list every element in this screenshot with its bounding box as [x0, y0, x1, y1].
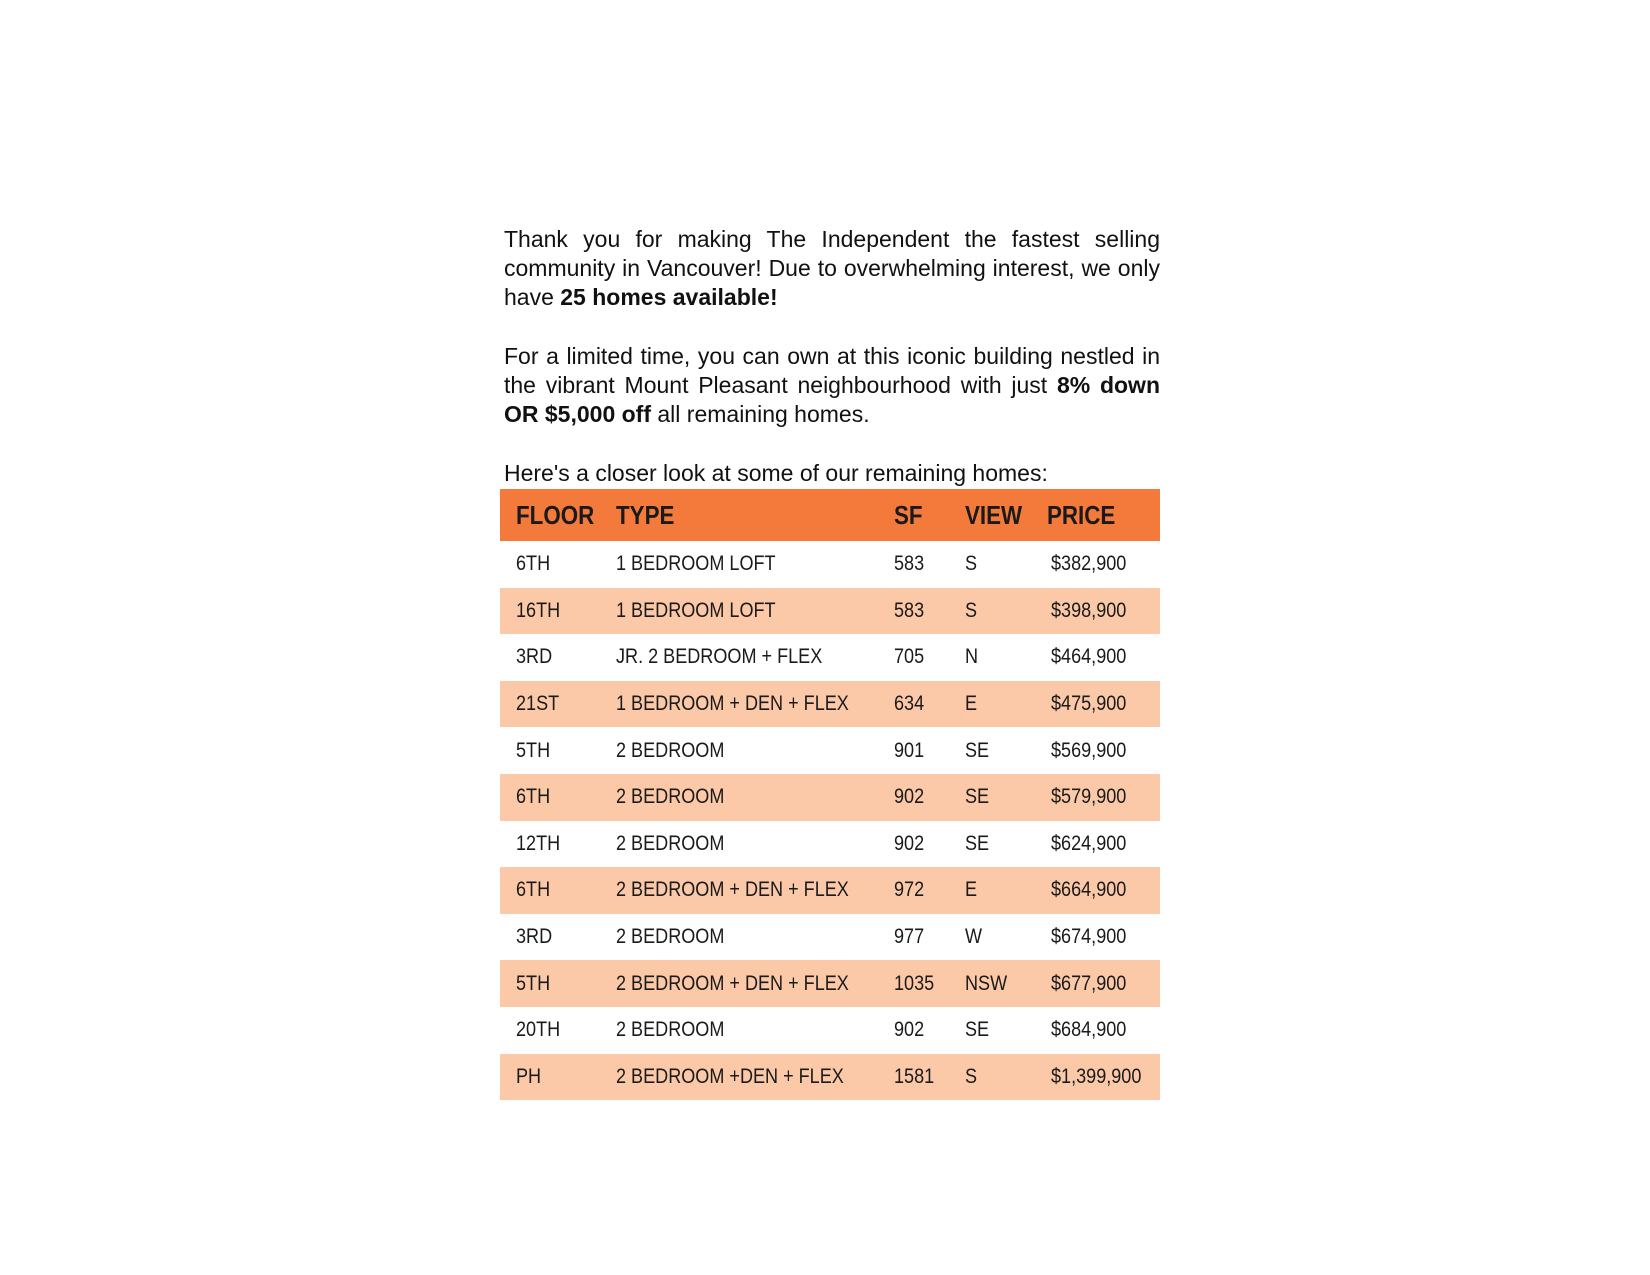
cell-sf — [878, 541, 949, 588]
cell-floor-value: 6TH — [516, 552, 551, 576]
homes-table — [500, 489, 1160, 1100]
cell-price-value: $684,900 — [1051, 1018, 1127, 1042]
cell-price — [1037, 1054, 1160, 1101]
cell-type-value: 2 BEDROOM — [616, 785, 725, 809]
intro-paragraph-2-start: For a limited time, you can own at this iconic building nestled in the vibrant Mount Pleasant neighbourhood with just — [504, 343, 1160, 398]
cell-floor-value: 5TH — [516, 738, 551, 762]
cell-price-value: $475,900 — [1051, 692, 1127, 716]
cell-price-value: $464,900 — [1051, 645, 1127, 669]
cell-sf-value: 901 — [894, 738, 925, 762]
offer-highlight: 8% down OR $5,000 off — [504, 372, 1160, 427]
cell-view-value: SE — [965, 785, 990, 809]
cell-view — [949, 1007, 1037, 1054]
cell-type — [602, 867, 878, 914]
table-row — [500, 1054, 1160, 1101]
cell-type — [602, 541, 878, 588]
column-header-floor-label: FLOOR — [516, 499, 595, 530]
cell-type — [602, 1054, 878, 1101]
cell-floor — [500, 1007, 602, 1054]
cell-floor — [500, 914, 602, 961]
cell-type-value: 2 BEDROOM — [616, 1018, 725, 1042]
cell-price-value: $382,900 — [1051, 552, 1127, 576]
cell-price-value: $674,900 — [1051, 925, 1127, 949]
cell-view — [949, 634, 1037, 681]
cell-sf-value: 902 — [894, 785, 925, 809]
homes-available-highlight: 25 homes available! — [560, 284, 778, 310]
cell-floor — [500, 960, 602, 1007]
cell-type — [602, 588, 878, 635]
cell-price — [1037, 867, 1160, 914]
table-row — [500, 727, 1160, 774]
cell-floor-value: 6TH — [516, 878, 551, 902]
cell-price — [1037, 727, 1160, 774]
cell-price — [1037, 681, 1160, 728]
cell-sf — [878, 588, 949, 635]
cell-sf — [878, 681, 949, 728]
cell-view-value: SE — [965, 831, 990, 855]
cell-view — [949, 821, 1037, 868]
cell-type-value: 1 BEDROOM LOFT — [616, 598, 776, 622]
table-body — [500, 541, 1160, 1100]
cell-view — [949, 588, 1037, 635]
cell-floor — [500, 1054, 602, 1101]
cell-floor-value: 16TH — [516, 598, 561, 622]
cell-type — [602, 774, 878, 821]
column-header-price — [1037, 489, 1160, 541]
cell-sf-value: 977 — [894, 925, 925, 949]
cell-view-value: NSW — [965, 971, 1008, 995]
cell-sf-value: 1581 — [894, 1064, 935, 1088]
cell-floor-value: 6TH — [516, 785, 551, 809]
table-row — [500, 681, 1160, 728]
cell-view — [949, 774, 1037, 821]
cell-view — [949, 1054, 1037, 1101]
intro-text — [504, 225, 1160, 488]
cell-sf — [878, 634, 949, 681]
table-row — [500, 588, 1160, 635]
cell-floor-value: 20TH — [516, 1018, 561, 1042]
cell-view — [949, 960, 1037, 1007]
cell-type — [602, 960, 878, 1007]
cell-price-value: $677,900 — [1051, 971, 1127, 995]
cell-type-value: JR. 2 BEDROOM + FLEX — [616, 645, 823, 669]
intro-paragraph-2-end: all remaining homes. — [651, 401, 870, 427]
column-header-type — [602, 489, 878, 541]
cell-view-value: SE — [965, 738, 990, 762]
cell-price — [1037, 634, 1160, 681]
intro-paragraph-1-text: Thank you for making The Independent the fastest selling community in Vancouver! Due to overwhelming interest, we only have — [504, 226, 1160, 310]
cell-type — [602, 914, 878, 961]
cell-floor — [500, 727, 602, 774]
cell-view — [949, 867, 1037, 914]
table-row — [500, 821, 1160, 868]
cell-sf — [878, 1054, 949, 1101]
cell-floor — [500, 681, 602, 728]
cell-price-value: $1,399,900 — [1051, 1064, 1142, 1088]
cell-type — [602, 681, 878, 728]
table-row — [500, 1007, 1160, 1054]
homes-table-container — [500, 489, 1160, 1100]
cell-floor-value: 21ST — [516, 692, 560, 716]
cell-floor — [500, 588, 602, 635]
cell-sf-value: 583 — [894, 598, 925, 622]
cell-price-value: $579,900 — [1051, 785, 1127, 809]
cell-floor-value: 12TH — [516, 831, 561, 855]
cell-price — [1037, 1007, 1160, 1054]
intro-paragraph-3: Here's a closer look at some of our remaining homes: — [504, 460, 1048, 486]
cell-type-value: 2 BEDROOM — [616, 738, 725, 762]
cell-price — [1037, 774, 1160, 821]
cell-view-value: S — [965, 598, 978, 622]
cell-view-value: E — [965, 692, 978, 716]
column-header-view-label: VIEW — [965, 499, 1023, 530]
table-row — [500, 914, 1160, 961]
table-header-row — [500, 489, 1160, 541]
column-header-floor — [500, 489, 602, 541]
cell-type — [602, 727, 878, 774]
cell-floor — [500, 634, 602, 681]
cell-price — [1037, 541, 1160, 588]
cell-floor-value: 3RD — [516, 925, 553, 949]
cell-sf-value: 705 — [894, 645, 925, 669]
table-row — [500, 634, 1160, 681]
cell-sf-value: 902 — [894, 831, 925, 855]
cell-floor-value: 3RD — [516, 645, 553, 669]
cell-type-value: 1 BEDROOM LOFT — [616, 552, 776, 576]
table-row — [500, 960, 1160, 1007]
cell-price — [1037, 821, 1160, 868]
cell-view-value: S — [965, 1064, 978, 1088]
cell-sf-value: 634 — [894, 692, 925, 716]
cell-sf — [878, 821, 949, 868]
cell-price-value: $398,900 — [1051, 598, 1127, 622]
cell-view — [949, 541, 1037, 588]
cell-view-value: SE — [965, 1018, 990, 1042]
cell-type-value: 2 BEDROOM + DEN + FLEX — [616, 971, 849, 995]
column-header-price-label: PRICE — [1047, 499, 1116, 530]
table-row — [500, 867, 1160, 914]
cell-price — [1037, 588, 1160, 635]
cell-sf — [878, 960, 949, 1007]
cell-floor — [500, 867, 602, 914]
cell-view-value: N — [965, 645, 979, 669]
intro-paragraph-1 — [504, 225, 1160, 312]
cell-view — [949, 681, 1037, 728]
cell-sf-value: 902 — [894, 1018, 925, 1042]
cell-floor — [500, 774, 602, 821]
table-row — [500, 774, 1160, 821]
table-row — [500, 541, 1160, 588]
cell-price-value: $569,900 — [1051, 738, 1127, 762]
cell-type — [602, 634, 878, 681]
cell-type-value: 2 BEDROOM — [616, 831, 725, 855]
cell-view-value: E — [965, 878, 978, 902]
cell-sf — [878, 774, 949, 821]
cell-sf-value: 583 — [894, 552, 925, 576]
cell-type — [602, 821, 878, 868]
cell-floor-value: 5TH — [516, 971, 551, 995]
cell-sf-value: 972 — [894, 878, 925, 902]
cell-view-value: S — [965, 552, 978, 576]
cell-sf — [878, 914, 949, 961]
cell-sf — [878, 1007, 949, 1054]
cell-type-value: 1 BEDROOM + DEN + FLEX — [616, 692, 849, 716]
column-header-type-label: TYPE — [616, 499, 675, 530]
column-header-view — [949, 489, 1037, 541]
cell-sf-value: 1035 — [894, 971, 935, 995]
cell-sf — [878, 867, 949, 914]
cell-price-value: $624,900 — [1051, 831, 1127, 855]
intro-paragraph-2 — [504, 342, 1160, 429]
cell-type-value: 2 BEDROOM + DEN + FLEX — [616, 878, 849, 902]
cell-view-value: W — [965, 925, 983, 949]
cell-price-value: $664,900 — [1051, 878, 1127, 902]
cell-type — [602, 1007, 878, 1054]
cell-price — [1037, 914, 1160, 961]
cell-price — [1037, 960, 1160, 1007]
cell-floor — [500, 821, 602, 868]
column-header-sf-label: SF — [894, 499, 923, 530]
cell-type-value: 2 BEDROOM +DEN + FLEX — [616, 1064, 844, 1088]
cell-view — [949, 727, 1037, 774]
cell-type-value: 2 BEDROOM — [616, 925, 725, 949]
cell-view — [949, 914, 1037, 961]
cell-floor-value: PH — [516, 1064, 542, 1088]
column-header-sf — [878, 489, 949, 541]
cell-floor — [500, 541, 602, 588]
cell-sf — [878, 727, 949, 774]
